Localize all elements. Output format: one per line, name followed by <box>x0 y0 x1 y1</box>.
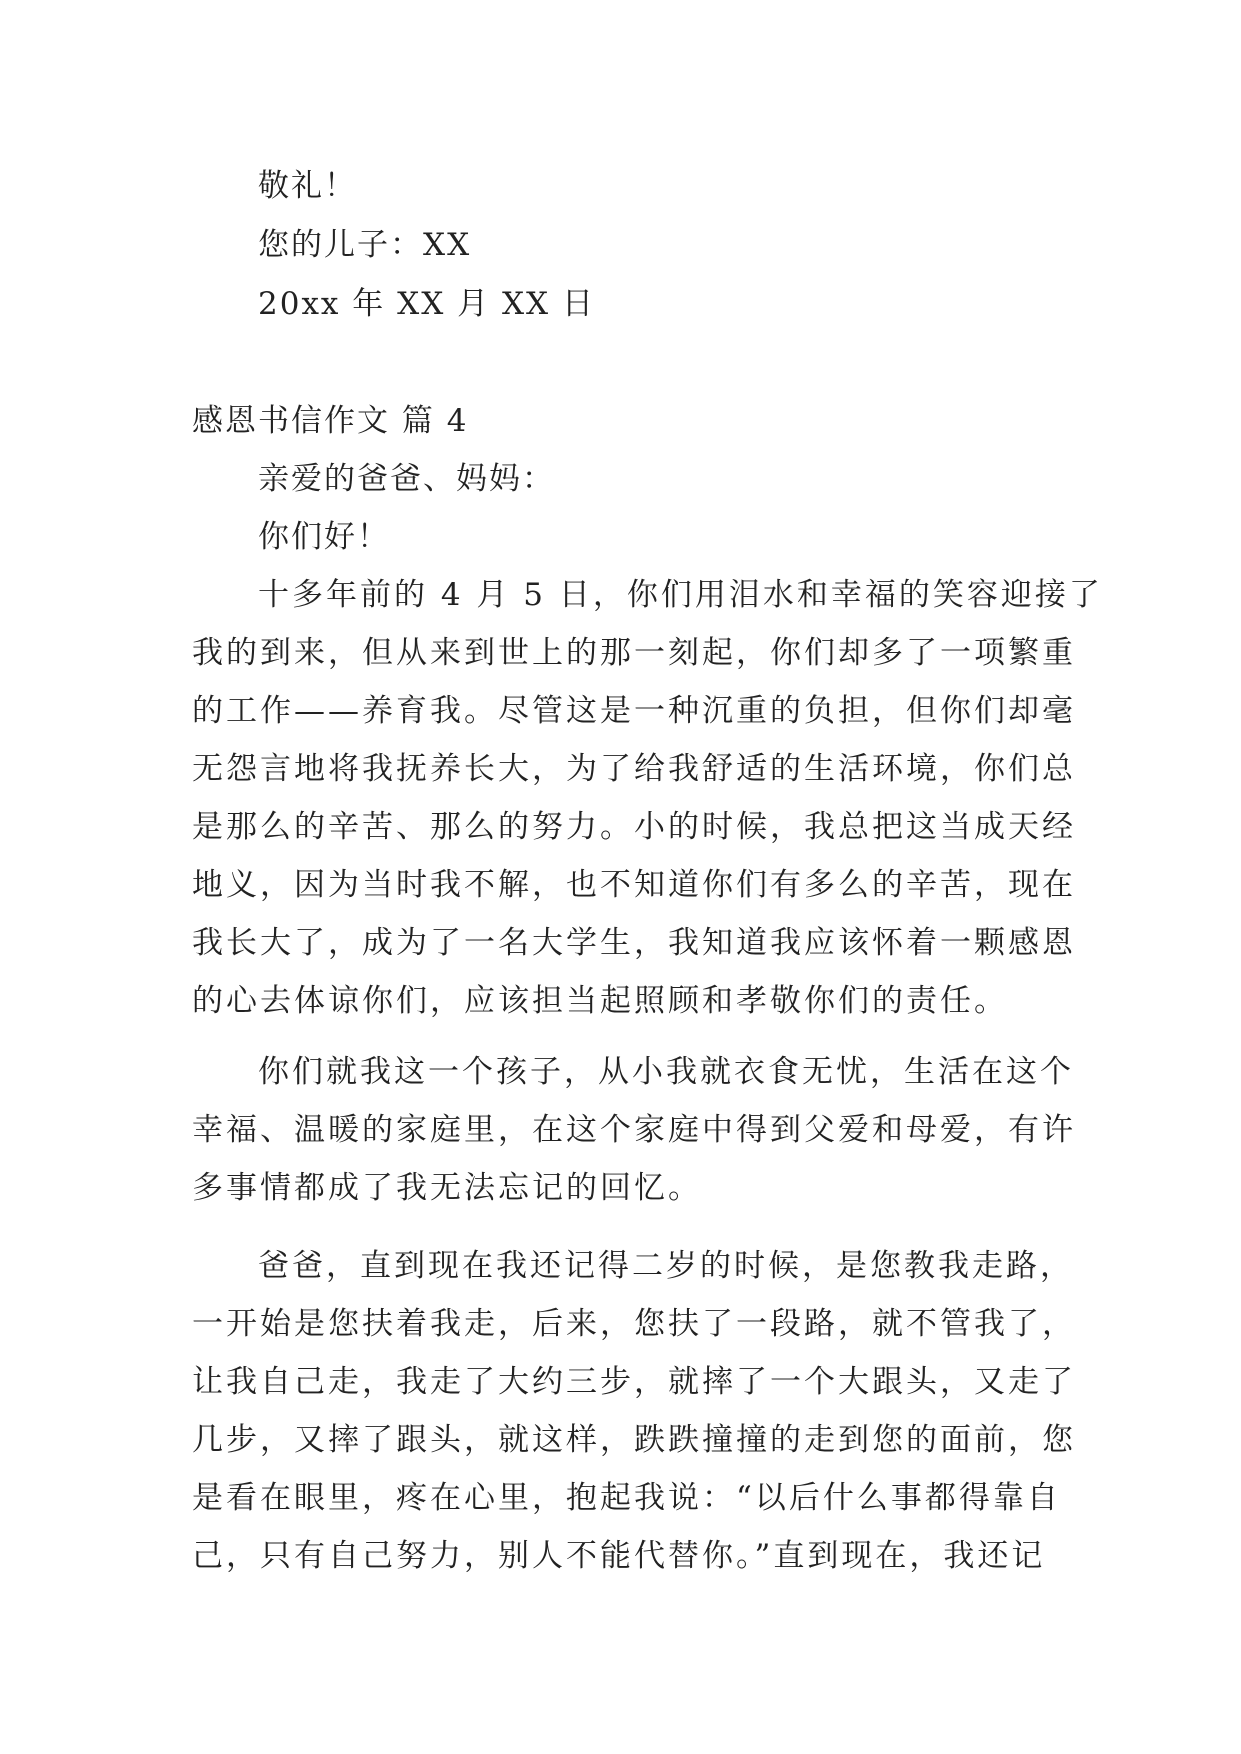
closing-signature: 您的儿子：XX <box>258 227 472 263</box>
paragraph-line: 几步，又摔了跟头，就这样，跌跌撞撞的走到您的面前，您 <box>192 1422 1076 1458</box>
paragraph-1 <box>192 566 1103 1030</box>
closing-salute: 敬礼！ <box>258 168 357 204</box>
paragraph-line: 十多年前的 4 月 5 日，你们用泪水和幸福的笑容迎接了 <box>258 577 1103 613</box>
paragraph-line: 多事情都成了我无法忘记的回忆。 <box>192 1170 702 1206</box>
paragraph-3 <box>192 1237 1076 1585</box>
closing-date: 20xx 年 XX 月 XX 日 <box>258 286 595 322</box>
paragraph-line: 一开始是您扶着我走，后来，您扶了一段路，就不管我了， <box>192 1306 1076 1342</box>
letter-greeting: 亲爱的爸爸、妈妈： <box>258 461 555 497</box>
paragraph-line: 的工作——养育我。尽管这是一种沉重的负担，但你们却毫 <box>192 693 1076 729</box>
paragraph-line: 你们就我这一个孩子，从小我就衣食无忧，生活在这个 <box>258 1054 1074 1090</box>
paragraph-2 <box>192 1043 1076 1217</box>
paragraph-line: 我长大了，成为了一名大学生，我知道我应该怀着一颗感恩 <box>192 925 1076 961</box>
paragraph-line: 地义，因为当时我不解，也不知道你们有多么的辛苦，现在 <box>192 867 1076 903</box>
paragraph-line: 幸福、温暖的家庭里，在这个家庭中得到父爱和母爱，有许 <box>192 1112 1076 1148</box>
paragraph-line: 己，只有自己努力，别人不能代替你。”直到现在，我还记 <box>192 1538 1046 1574</box>
paragraph-line: 是那么的辛苦、那么的努力。小的时候，我总把这当成天经 <box>192 809 1076 845</box>
paragraph-line: 无怨言地将我抚养长大，为了给我舒适的生活环境，你们总 <box>192 751 1076 787</box>
paragraph-line: 我的到来，但从来到世上的那一刻起，你们却多了一项繁重 <box>192 635 1076 671</box>
letter-hello: 你们好！ <box>258 519 390 555</box>
paragraph-line: 让我自己走，我走了大约三步，就摔了一个大跟头，又走了 <box>192 1364 1076 1400</box>
paragraph-line: 是看在眼里，疼在心里，抱起我说：“以后什么事都得靠自 <box>192 1480 1061 1516</box>
paragraph-line: 的心去体谅你们，应该担当起照顾和孝敬你们的责任。 <box>192 983 1008 1019</box>
section-heading: 感恩书信作文 篇 4 <box>192 403 469 439</box>
paragraph-line: 爸爸，直到现在我还记得二岁的时候，是您教我走路， <box>258 1248 1074 1284</box>
